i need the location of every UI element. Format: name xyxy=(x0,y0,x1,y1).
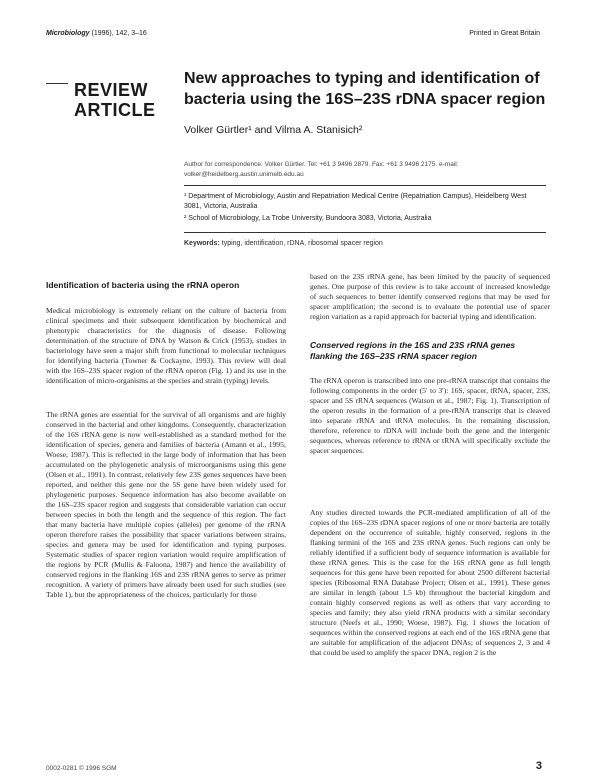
article-title: New approaches to typing and identification of bacteria using the 16S–23S rDNA spacer region xyxy=(184,70,546,108)
section-heading-2: Conserved regions in the 16S and 23S rRNA genes flanking the 16S–23S rRNA spacer region xyxy=(310,340,516,361)
correspondence: Author for correspondence: Volker Gürtler. Tel: +61 3 9496 2879. Fax: +61 3 9496 2175. e-mail: volker@heidelberg.austin.unimelb.edu.au xyxy=(184,161,459,178)
footer-code: 0002-0281 © 1996 SGM xyxy=(46,765,117,772)
journal-citation xyxy=(46,30,147,37)
paragraph: Any studies directed towards the PCR-mediated amplification of all of the copies of the 16S–23S rDNA spacer regions of one or more bacteria are totally dependent on the occurrence of suitable, highly conserved, regions in the flanking termini of the 16S and 23S rRNA genes. Such regions can only be reliably identified if a sufficient body of sequence information is available for these rRNA genes. This is the case for the 16S rRNA gene as full length sequences for this gene have been reported for about 2500 different bacterial species (Ribosomal RNA Database Project; Olsen et al., 1991). These genes are similar in length (about 1.5 kb) throughout the bacterial kingdom and contain highly conserved regions as well as others that vary according to species and family; they also yield rRNA products with a similar secondary structure (Neefs et al., 1990; Woese, 1987). Fig. 1 shows the location of sequences within the conserved regions at each end of the 16S rRNA gene that are suitable for amplification of the adjacent DNAs; of sequences 2, 3 and 4 that could be used to amplify the spacer DNA, region 2 is the xyxy=(310,508,550,657)
paragraph: based on the 23S rRNA gene, has been limited by the paucity of sequenced genes. One purpose of this review is to take account of increased knowledge of such sequences to better identify conserved regions that may be used for spacer amplification; the second is to evaluate the potential use of spacer region variation as a rapid approach for bacterial typing and identification. xyxy=(310,272,550,321)
divider xyxy=(46,83,68,84)
article-type-line1: REVIEW xyxy=(74,80,149,100)
section-heading-1: Identification of bacteria using the rRNA operon xyxy=(46,280,240,290)
paragraph: The rRNA operon is transcribed into one pre-rRNA transcript that contains the following components in the order (5′ to 3′): 16S, spacer, tRNA, spacer, 23S, spacer and 5S rRNA sequences (Watson et al., 1987; Fig. 1). Transcription of the operon results in the formation of a pre-rRNA transcript that is cleaved into separate rRNA and tRNA molecules. In the remaining discussion, therefore, reference to rDNA will include both the gene and the intergenic sequences, whereas reference to rRNA or tRNA will specifically exclude the spacer sequences. xyxy=(310,376,550,455)
divider xyxy=(184,185,546,186)
journal-name: Microbiology xyxy=(46,30,90,37)
paragraph: Medical microbiology is extremely reliant on the culture of bacteria from clinical specimens and their subsequent identification by biochemical and phenotypic characteristics for the diagnosis of disease. Following determination of the structure of DNA by Watson & Crick (1953), studies in bacteriology have seen a major shift from functional to molecular techniques for identifying bacteria (Towner & Cockayne, 1993). This review will deal with the 16S–23S spacer region of the rRNA operon (Fig. 1) and its use in the identification of micro-organisms at the species and strain (typing) levels. xyxy=(46,306,286,385)
article-type xyxy=(74,80,156,120)
divider xyxy=(184,232,546,233)
article-type-line2: ARTICLE xyxy=(74,100,156,120)
keywords xyxy=(184,240,383,247)
keywords-label: Keywords: xyxy=(184,240,220,247)
citation: (1996), 142, 3–16 xyxy=(91,30,147,37)
affiliation-1: ¹ Department of Microbiology, Austin and Repatriation Medical Centre (Repatriation Campus), Heidelberg West 3081, Victoria, Australia xyxy=(184,193,527,210)
affiliation-2: ² School of Microbiology, La Trobe University, Bundoora 3083, Victoria, Australia xyxy=(184,215,432,222)
page-number: 3 xyxy=(535,760,542,772)
printed-note: Printed in Great Britain xyxy=(469,30,540,37)
keywords-list: typing, identification, rDNA, ribosomal spacer region xyxy=(221,240,383,247)
authors: Volker Gürtler¹ and Vilma A. Stanisich² xyxy=(184,124,363,136)
paragraph: The rRNA genes are essential for the survival of all organisms and are highly conserved in the bacterial and other kingdoms. Consequently, characterization of the 16S rRNA gene is now well-established as a standard method for the identification of species, genera and families of bacteria (Amann et al., 1995; Woese, 1987). This is reflected in the large body of information that has been accumulated on the phylogenetic analysis of microorganisms using this gene (Olsen et al., 1991). In contrast, relatively few 23S genes sequences have been reported, and neither this gene nor the 5S gene have been widely used for phylogenetic purposes. Sequence information has also become available on the 16S–23S spacer region and suggests that considerable variation can occur between species in both the length and the sequence of this region. The fact that many bacteria have multiple copies (alleles) per genome of the rRNA operon therefore raises the possibility that spacer variations between strains, species and genera may be used for identification and typing purposes. Systematic studies of spacer region variation would require amplification of the regions by PCR (Mullis & Faloona, 1987) and hence the availability of conserved regions in the flanking 16S and 23S rRNA genes to serve as primer recognition. A variety of primers have already been used for such studies (see Table 1), but the appropriateness of the choices, particularly for those xyxy=(46,410,286,599)
